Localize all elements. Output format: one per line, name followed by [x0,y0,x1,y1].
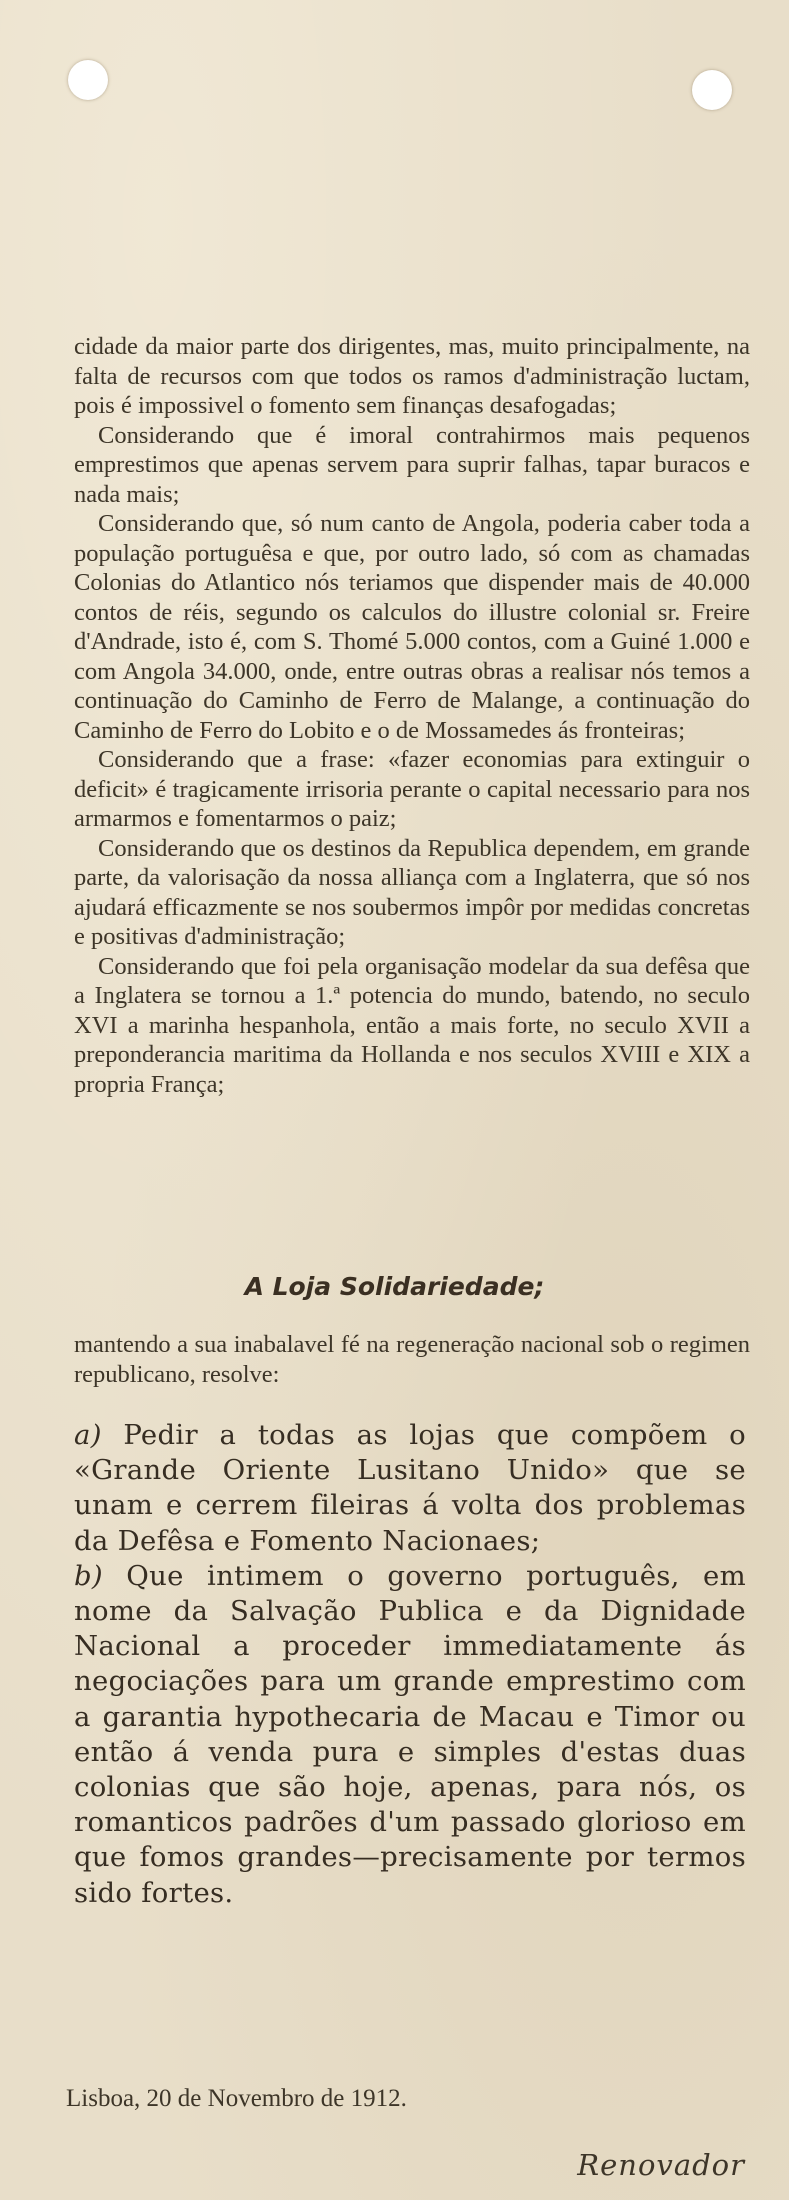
resolutions-block [74,1418,746,1911]
paragraph-consid-england: Considerando que foi pela organisação modelar da sua defêsa que a Inglatera se tornou a 1.ª potencia do mundo, batendo, no seculo XVI a marinha hespanhola, então a mais forte, no seculo XVII a preponderancia maritima da Hollanda e nos seculos XVIII e XIX a propria França; [74,952,750,1098]
resolution-b-label: b) [74,1559,103,1592]
resolution-b-text: Que intimem o governo português, em nome da Salvação Publica e da Dignidade Nacional a proceder immediatamente ás negociações para um grande emprestimo com a garantia hypothecaria de Macau e Timor ou então á venda pura e simples d'estas duas colonias que são hoje, apenas, para nós, os romanticos padrões d'um passado glorioso em que fomos grandes—precisamente por termos sido fortes. [74,1559,746,1909]
punch-hole-right [692,70,732,110]
paragraph-consid-alliance: Considerando que os destinos da Republica dependem, em grande parte, da valorisação da nossa alliança com a Inglaterra, que só nos ajudará efficazmente se nos soubermos impôr por medidas concretas e positivas d'administração; [74,834,750,950]
resolve-text: mantendo a sua inabalavel fé na regeneração nacional sob o regimen republicano, resolve: [74,1331,750,1388]
signature: Renovador [577,2148,745,2182]
resolution-b [74,1559,746,1911]
place-date: Lisboa, 20 de Novembro de 1912. [66,2085,407,2112]
paragraph-consid-loans: Considerando que é imoral contrahirmos mais pequenos emprestimos que apenas servem para suprir falhas, tapar buracos e nada mais; [74,421,750,508]
paragraph-consid-deficit: Considerando que a frase: «fazer economias para extinguir o deficit» é tragicamente irrisoria perante o capital necessario para nos armarmos e fomentarmos o paiz; [74,746,750,832]
resolve-paragraph [74,1330,750,1390]
resolution-a-text: Pedir a todas as lojas que compõem o «Grande Oriente Lusitano Unido» que se unam e cerrem fileiras á volta dos problemas da Defêsa e Fomento Nacionaes; [74,1419,747,1557]
document-body [74,332,750,1099]
paragraph-consid-angola: Considerando que, só num canto de Angola, poderia caber toda a população portuguêsa e que, por outro lado, só com as chamadas Colonias do Atlantico nós teriamos que dispender mais de 40.000 contos de réis, segundo os calculos do illustre colonial sr. Freire d'Andrade, isto é, com S. Thomé 5.000 contos, com a Guiné 1.000 e com Angola 34.000, onde, entre outras obras a realisar nós temos a continuação do Caminho de Ferro de Malange, a continuação do Caminho de Ferro do Lobito e o de Mossamedes ás fronteiras; [74,510,750,744]
punch-hole-left [68,60,108,100]
resolution-a-label: a) [74,1419,102,1451]
lodge-heading: A Loja Solidariedade; [244,1272,545,1301]
resolution-a [74,1418,746,1559]
paragraph-intro: cidade da maior parte dos dirigentes, mas, muito principalmente, na falta de recursos com que todos os ramos d'administração luctam, pois é impossivel o fomento sem finanças desafogadas; [74,333,750,419]
